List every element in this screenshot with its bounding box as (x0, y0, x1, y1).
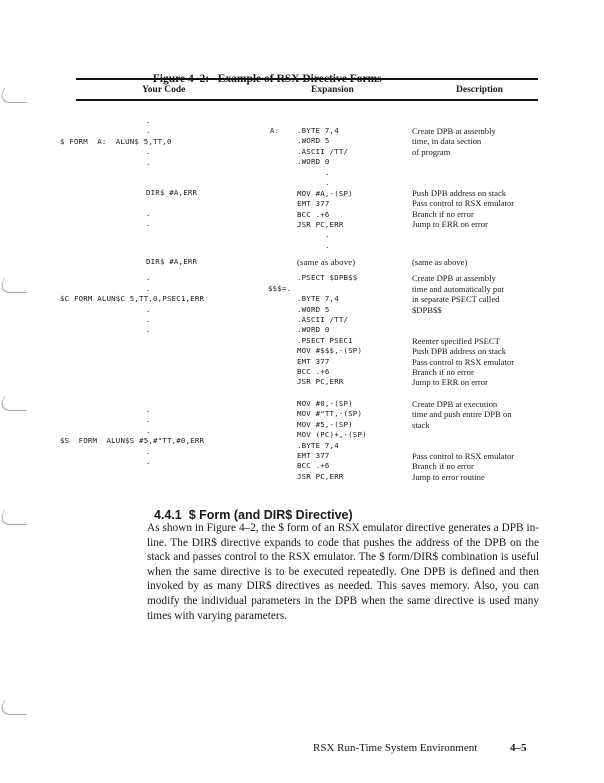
code-line: . (146, 415, 151, 425)
group-3-description (412, 399, 514, 482)
description-line: Pass control to RSX emulator (412, 198, 515, 209)
expansion-line: .ASCII /TT/ (297, 146, 349, 156)
label-line: $$$=. (268, 283, 292, 293)
code-line: . (146, 116, 151, 125)
group-1-expansion (297, 168, 353, 251)
code-line: . (146, 425, 151, 435)
expansion-line: BCC .+6 (297, 209, 330, 219)
group-2-label (268, 263, 291, 294)
description-line: Jump to ERR on error (412, 219, 488, 230)
expansion-line (297, 284, 362, 294)
description-line: Branch if no error (412, 208, 474, 219)
description-line: Create DPB at execution (412, 399, 498, 409)
expansion-line: BCC .+6 (297, 366, 330, 376)
code-line: $S FORM ALUN$S #5,#"TT,#0,ERR (60, 436, 205, 446)
code-line: . (146, 405, 151, 414)
code-line: . (146, 325, 151, 335)
description-line: Push DPB address on stack (412, 346, 507, 357)
scan-mark (0, 700, 35, 715)
code-line: $ FORM A: ALUN$ 5,TT,0 (60, 136, 172, 146)
label-line: A: (270, 126, 280, 135)
description-line: Create DPB at assembly (412, 273, 496, 284)
description-line: Branch if no error (412, 366, 474, 377)
description-line: stack (412, 419, 430, 430)
code-line: . (146, 157, 151, 167)
description-line: Jump to error routine (412, 471, 485, 482)
code-line: . (146, 283, 151, 293)
code-line: . (146, 273, 151, 283)
figure-title (147, 61, 382, 85)
expansion-line: .BYTE 7,4 (297, 126, 339, 135)
expansion-line: .WORD 5 (297, 136, 330, 146)
expansion-line: MOV (PC)+,-(SP) (297, 430, 367, 440)
description-line: time, in data section (412, 136, 482, 147)
description-line: $DPB$$ (412, 304, 442, 315)
description-line: in separate PSECT called (412, 294, 500, 305)
table-top-rule (76, 78, 538, 80)
table-header-rule (76, 99, 538, 101)
label-line (268, 263, 291, 273)
description-line: Pass control to RSX emulator (412, 450, 515, 461)
section-paragraph: As shown in Figure 4–2, the $ form of an RSX emulator directive generates a DPB in-line. The DIR$ directive expands to code that pushes the address of the DPB on the stack and passes control to the RSX emulator. The $ form/DIR$ combination is useful when the same directive is to be executed repeatedly. One DPB is defined and then invoked by as many DIR$ directives as needed. This saves memory. Also, you can modify the individual parameters in the DPB when the same directive is used many times with varying parameters. (147, 522, 539, 622)
expansion-line: .PSECT PSEC1 (297, 335, 353, 345)
code-line: . (146, 314, 151, 324)
expansion-line: MOV #"TT,-(SP) (297, 409, 363, 419)
expansion-line: .BYTE 7,4 (297, 294, 339, 304)
section-title: $ Form (and DIR$ Directive) (188, 508, 353, 522)
description-line: time and push entire DPB on (412, 409, 512, 420)
code-line: . (146, 446, 151, 456)
group-3-expansion (297, 399, 367, 482)
section-number: 4.4.1 (153, 508, 182, 522)
code-line: DIR$ #A,ERR (146, 188, 198, 197)
group-0-code (60, 116, 270, 168)
description-line: (same as above) (412, 257, 468, 267)
section-heading (147, 494, 353, 522)
group-1-code (146, 188, 197, 230)
header-your-code: Your Code (142, 85, 186, 95)
expansion-line: BCC .+6 (297, 461, 330, 471)
page-number: 4–5 (510, 742, 527, 754)
expansion-line: . (325, 230, 330, 240)
expansion-line: EMT 377 (297, 450, 330, 460)
expansion-line: MOV #0,-(SP) (297, 399, 353, 408)
code-line: $C FORM ALUN$C 5,TT,0,PSEC1,ERR (60, 294, 205, 304)
description-line: time and automatically put (412, 283, 504, 294)
expansion-line: . (325, 240, 330, 250)
expansion-line: . (325, 178, 330, 188)
expansion-line: EMT 377 (297, 356, 330, 366)
scan-mark (0, 510, 35, 525)
group-0-label (270, 126, 279, 136)
description-line: Create DPB at assembly (412, 126, 496, 136)
scan-mark (0, 278, 35, 293)
code-line: . (146, 456, 151, 466)
label-line (268, 273, 291, 283)
header-description: Description (456, 85, 503, 95)
group-1-description (412, 188, 514, 230)
description-line: Pass control to RSX emulator (412, 356, 515, 367)
description-line (412, 441, 514, 451)
expansion-line: .WORD 5 (297, 304, 330, 314)
expansion-line: .WORD 0 (297, 157, 330, 167)
description-line: Reenter specified PSECT (412, 335, 500, 346)
code-line: . (146, 208, 151, 218)
expansion-line: MOV #5,-(SP) (297, 419, 353, 429)
group-2-description (412, 257, 514, 388)
group-2-expansion (297, 257, 362, 388)
expansion-line: . (325, 168, 330, 177)
expansion-line: JSR PC,ERR (297, 219, 344, 229)
description-line (412, 315, 514, 325)
scan-mark (0, 396, 35, 411)
expansion-line: (same as above) (297, 257, 356, 267)
group-0-expansion (297, 126, 348, 168)
description-line (412, 325, 514, 335)
scan-mark (0, 88, 35, 103)
code-line: . (146, 219, 151, 229)
expansion-line: .PSECT $DPB$$ (297, 273, 358, 283)
expansion-line: JSR PC,ERR (297, 471, 344, 481)
code-line: . (146, 147, 151, 157)
code-line: DIR$ #A,ERR (146, 257, 198, 266)
group-2-code (60, 257, 270, 336)
expansion-line: MOV #$$$,-(SP) (297, 346, 363, 356)
code-line: . (146, 126, 151, 136)
description-line (412, 430, 514, 440)
description-line: of program (412, 146, 451, 157)
expansion-line: .ASCII /TT/ (297, 314, 349, 324)
description-line: Jump to ERR on error (412, 377, 488, 388)
expansion-line: .WORD 0 (297, 325, 330, 335)
expansion-line: EMT 377 (297, 199, 330, 209)
expansion-line: JSR PC,ERR (297, 377, 344, 387)
code-line: . (146, 304, 151, 314)
header-expansion: Expansion (311, 85, 354, 95)
expansion-line: MOV #A,-(SP) (297, 188, 353, 198)
group-3-code (60, 405, 270, 467)
description-line: Branch if no error (412, 461, 474, 472)
footer-title: RSX Run-Time System Environment (313, 742, 478, 754)
description-line: Push DPB address on stack (412, 188, 507, 198)
expansion-line: .BYTE 7,4 (297, 440, 339, 450)
code-line (146, 198, 197, 208)
group-0-description (412, 126, 496, 157)
